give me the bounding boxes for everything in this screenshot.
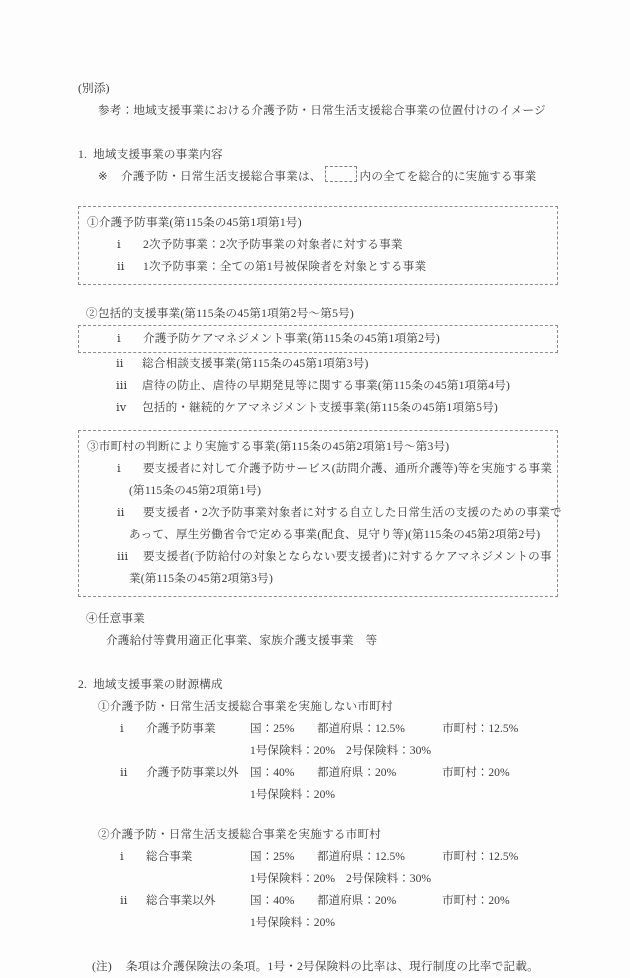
row-value-kuni: 国：40% [250, 766, 295, 779]
item-marker: ⅲ [116, 379, 128, 392]
item-text: 要支援者・2次予防事業対象者に対する自立した日常生活の支援のための事業で [143, 506, 562, 519]
finance-subrow [98, 912, 568, 934]
section2-heading [78, 674, 568, 696]
group2-item [106, 353, 568, 375]
finance-row [98, 718, 568, 740]
note-mark: ※ [98, 170, 108, 183]
row-marker: ⅱ [120, 894, 128, 907]
group4-text: 介護給付等費用適正化事業、家族介護支援事業 等 [106, 634, 378, 647]
row-value-todofuken: 都道府県：12.5% [317, 722, 405, 735]
footnote [92, 956, 568, 978]
section1-number: 1. [78, 148, 88, 161]
box1-item [107, 256, 549, 278]
attachment-label: (別添) [78, 82, 110, 95]
row-marker: ⅱ [120, 766, 128, 779]
section1-heading [78, 144, 568, 166]
row-value-todofuken: 都道府県：12.5% [317, 850, 405, 863]
item-marker: ⅰ [117, 332, 121, 345]
row-value-kuni: 国：25% [250, 722, 295, 735]
row-value-hokenryo1: 1号保険料：20% [250, 788, 336, 801]
row-value-shichoson: 市町村：20% [442, 766, 510, 779]
footnote-text: 条項は介護保険法の条項。1号・2号保険料の比率は、現行制度の比率で記載。 [125, 960, 539, 973]
row-value-kuni: 国：25% [250, 850, 295, 863]
row-marker: ⅰ [120, 850, 124, 863]
row-value-hokenryo1: 1号保険料：20% [250, 916, 336, 929]
item-marker: ⅱ [117, 506, 125, 519]
box3-item [107, 458, 553, 480]
spacer [78, 806, 568, 824]
row-marker: ⅰ [120, 722, 124, 735]
spacer [78, 419, 568, 430]
item-text: 総合相談支援事業(第115条の45第1項第3号) [142, 357, 369, 370]
item-marker: ⅱ [117, 260, 125, 273]
row-value-hokenryo2: 2号保険料：30% [346, 872, 432, 885]
finance-block-title: ①介護予防・日常生活支援総合事業を実施しない市町村 [98, 700, 393, 713]
box-shichoson-handan-jigyo [78, 430, 562, 597]
spacer [78, 122, 568, 144]
box3-item [107, 502, 562, 524]
row-value-shichoson: 市町村：12.5% [442, 722, 519, 735]
row-label: 介護予防事業以外 [146, 766, 239, 779]
spacer [78, 597, 568, 608]
box3-item-cont: あって、厚生労働省令で定める事業(配食、見守り等)(第115条の45第2項第2号) [129, 528, 541, 541]
finance-row [98, 846, 568, 868]
row-label: 総合事業 [146, 850, 193, 863]
footnote-label: (注) [92, 960, 112, 973]
empty-dashed-box-icon [325, 166, 357, 182]
finance-block [98, 824, 568, 934]
document-subtitle: 参考：地域支援事業における介護予防・日常生活支援総合事業の位置付けのイメージ [98, 104, 546, 117]
spacer [78, 285, 568, 303]
section2-title: 地域支援事業の財源構成 [93, 678, 223, 691]
row-label: 介護予防事業 [146, 722, 216, 735]
item-marker: ⅰ [117, 462, 121, 475]
spacer [78, 188, 568, 206]
spacer [78, 934, 568, 956]
item-marker: ⅲ [117, 550, 129, 563]
box-kaigo-yobo-care-management [78, 325, 558, 353]
spacer [78, 652, 568, 674]
box3-item [107, 546, 552, 568]
item-marker: ⅰ [117, 238, 121, 251]
finance-subrow [98, 868, 568, 890]
box3-item-cont: 業(第115条の45第2項第3号) [129, 572, 274, 585]
row-value-hokenryo1: 1号保険料：20% [250, 872, 336, 885]
item-marker: ⅱ [116, 357, 124, 370]
finance-subrow [98, 784, 568, 806]
box1-item [107, 234, 549, 256]
section1-title: 地域支援事業の事業内容 [93, 148, 223, 161]
group2-title: ②包括的支援事業(第115条の45第1項第2号～第5号) [86, 307, 354, 320]
box3-item-cont: (第115条の45第2項第1号) [129, 484, 262, 497]
box3-title: ③市町村の判断により実施する事業(第115条の45第2項第1号～第3号) [87, 440, 450, 453]
group2-item [106, 397, 568, 419]
item-text: 介護予防ケアマネジメント事業(第115条の45第1項第2号) [143, 332, 440, 345]
finance-row [98, 762, 568, 784]
section2-number: 2. [78, 678, 88, 691]
box-kaigo-yobo-jigyo [78, 206, 558, 285]
row-value-kuni: 国：40% [250, 894, 295, 907]
row-value-shichoson: 市町村：12.5% [442, 850, 519, 863]
row-label: 総合事業以外 [146, 894, 216, 907]
note-text-after: 内の全てを総合的に実施する事業 [359, 170, 537, 183]
row-value-todofuken: 都道府県：20% [317, 766, 397, 779]
row-value-shichoson: 市町村：20% [442, 894, 510, 907]
finance-subrow [98, 740, 568, 762]
section1-note [98, 166, 568, 188]
group2-item [106, 375, 568, 397]
item-text: 2次予防事業：2次予防事業の対象者に対する事業 [143, 238, 403, 251]
row-value-todofuken: 都道府県：20% [317, 894, 397, 907]
item-text: 要支援者(予防給付の対象とならない要支援者)に対するケアマネジメントの事 [143, 550, 552, 563]
item-marker: ⅳ [116, 401, 127, 414]
finance-block [98, 696, 568, 806]
finance-block-title: ②介護予防・日常生活支援総合事業を実施する市町村 [98, 828, 382, 841]
item-text: 要支援者に対して介護予防サービス(訪問介護、通所介護等)等を実施する事業 [143, 462, 553, 475]
item-text: 包括的・継続的ケアマネジメント支援事業(第115条の45第1項第5号) [142, 401, 498, 414]
finance-row [98, 890, 568, 912]
item-text: 1次予防事業：全ての第1号被保険者を対象とする事業 [143, 260, 427, 273]
row-value-hokenryo2: 2号保険料：30% [346, 744, 432, 757]
row-value-hokenryo1: 1号保険料：20% [250, 744, 336, 757]
group2-boxed-item [107, 328, 549, 350]
note-text-before: 介護予防・日常生活支援総合事業は、 [121, 170, 322, 183]
box1-title: ①介護予防事業(第115条の45第1項第1号) [87, 216, 302, 229]
item-text: 虐待の防止、虐待の早期発見等に関する事業(第115条の45第1項第4号) [142, 379, 511, 392]
group4-title: ④任意事業 [86, 612, 145, 625]
